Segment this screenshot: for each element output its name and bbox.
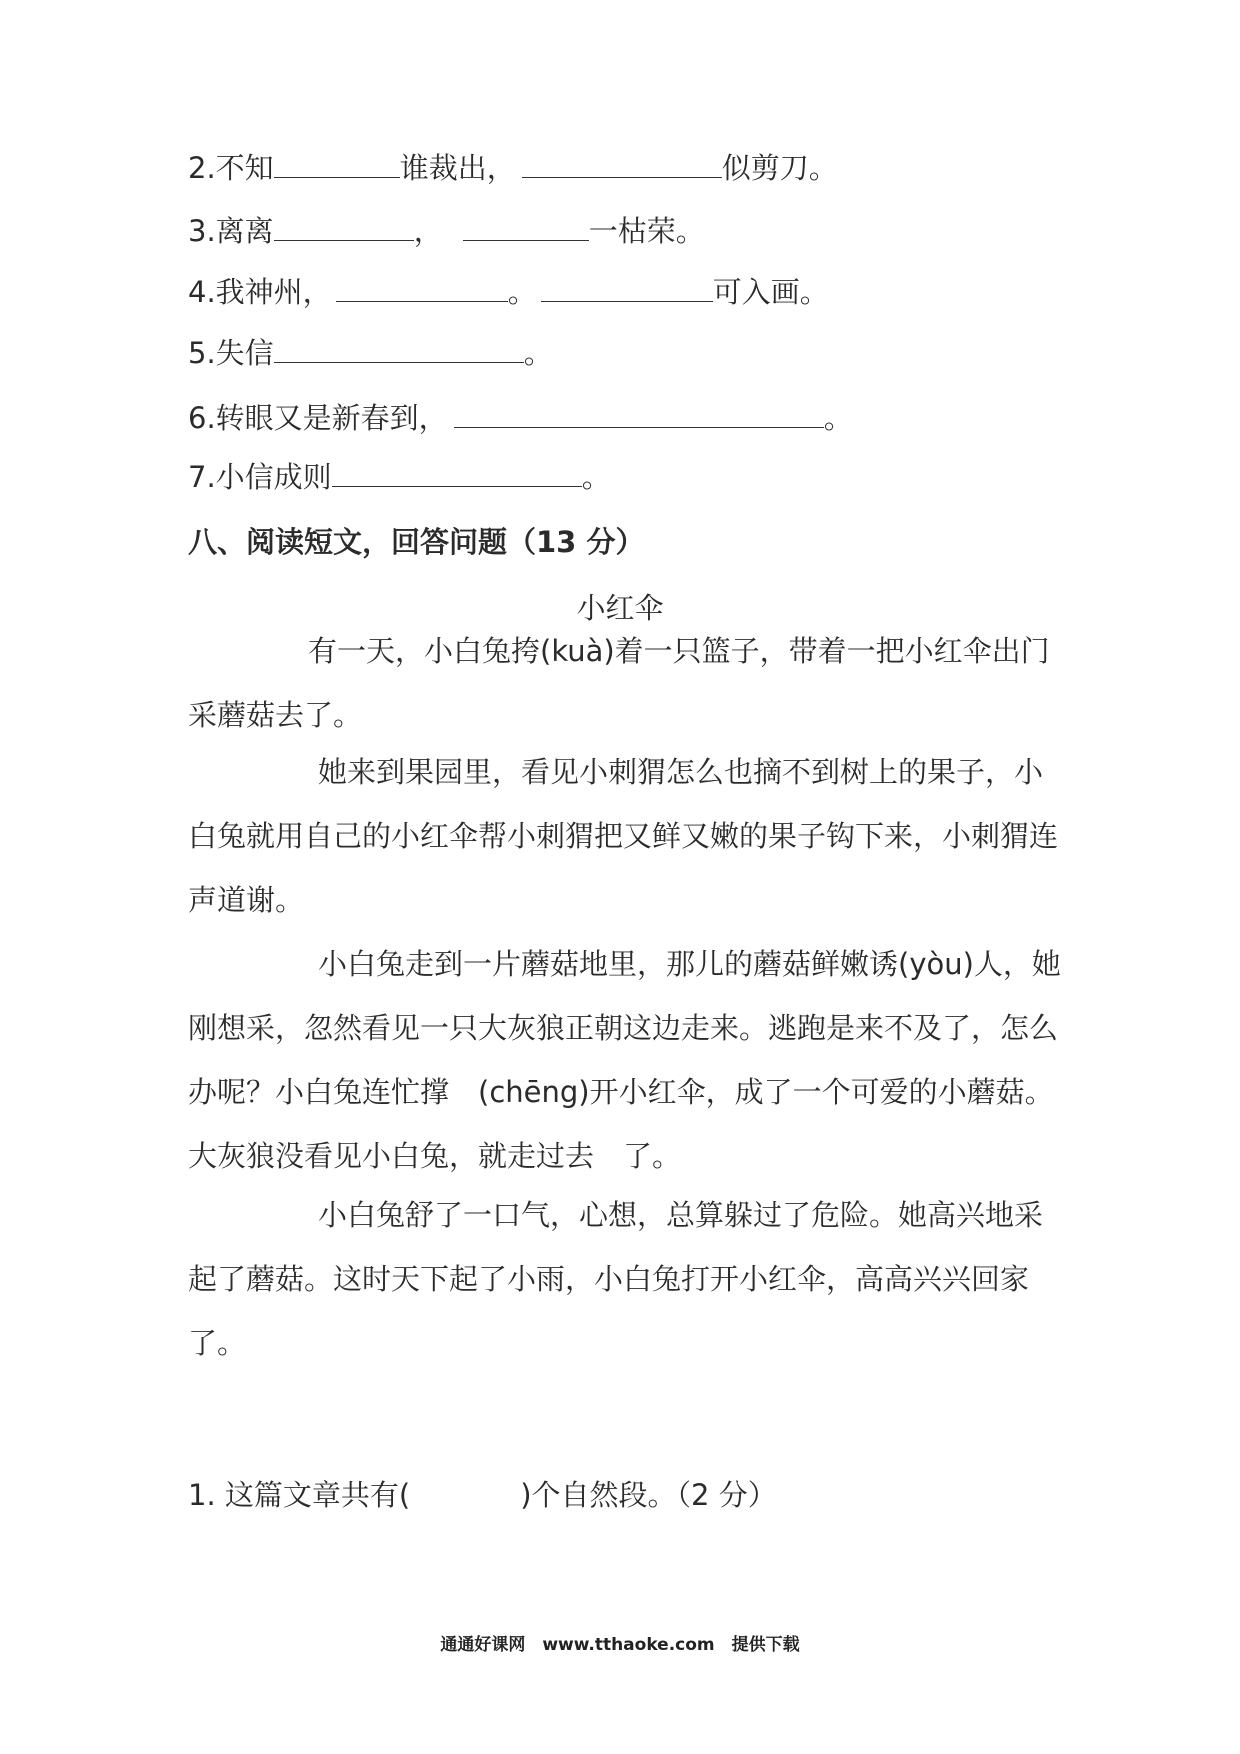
paragraph-3 [188, 932, 1061, 1188]
answer-blank[interactable] [454, 397, 824, 428]
paragraph-2 [188, 740, 1059, 932]
fill-item-7: 7.小信成则 。 [188, 456, 611, 497]
paragraph-line: 有一天，小白兔挎(kuà)着一只篮子，带着一把小红伞出门 [308, 634, 1050, 668]
answer-blank[interactable] [274, 332, 524, 363]
paragraph-line: 大灰狼没看见小白兔，就走过去 了。 [188, 1139, 682, 1173]
answer-blank[interactable] [541, 271, 713, 302]
paragraph-line: 白兔就用自己的小红伞帮小刺猬把又鲜又嫩的果子钩下来，小刺猬连 [188, 819, 1059, 853]
paragraph-line: 起了蘑菇。这时天下起了小雨，小白兔打开小红伞，高高兴兴回家 [188, 1262, 1030, 1296]
paragraph-4 [188, 1183, 1056, 1375]
paragraph-1 [188, 619, 1056, 747]
answer-blank[interactable] [274, 147, 400, 178]
paragraph-line: 了。 [188, 1326, 247, 1360]
paragraph-line: 小白兔舒了一口气，心想，总算躲过了危险。她高兴地采 [318, 1198, 1044, 1232]
footer-credit: 通通好课网 www.tthaoke.com 提供下载 [440, 1635, 800, 1655]
paragraph-line: 小白兔走到一片蘑菇地里，那儿的蘑菇鲜嫩诱(yòu)人，她 [318, 947, 1061, 981]
fill-item-6: 6.转眼又是新春到， 。 [188, 397, 853, 438]
section-heading: 八、阅读短文，回答问题（13 分） [188, 525, 645, 559]
answer-blank[interactable] [463, 210, 589, 241]
fill-item-4: 4.我神州， 。 可入画。 [188, 271, 829, 312]
paragraph-line: 她来到果园里，看见小刺猬怎么也摘不到树上的果子，小 [318, 755, 1044, 789]
paragraph-line: 刚想采，忽然看见一只大灰狼正朝这边走来。逃跑是来不及了，怎么 [188, 1011, 1059, 1045]
fill-item-5: 5.失信 。 [188, 332, 553, 373]
story-title: 小红伞 [576, 591, 664, 625]
answer-blank[interactable] [336, 271, 508, 302]
answer-paren-space[interactable] [410, 1475, 520, 1505]
question-1: 1. 这篇文章共有( )个自然段。（2 分） [188, 1475, 777, 1515]
paragraph-line: 声道谢。 [188, 883, 305, 917]
answer-blank[interactable] [274, 210, 414, 241]
fill-item-2: 2.不知 谁裁出， 似剪刀。 [188, 147, 838, 188]
fill-item-3: 3.离离 ， 一枯荣。 [188, 210, 705, 251]
paragraph-line: 办呢？小白兔连忙撑 (chēng)开小红伞，成了一个可爱的小蘑菇。 [188, 1075, 1054, 1109]
answer-blank[interactable] [332, 456, 582, 487]
paragraph-line: 采蘑菇去了。 [188, 698, 363, 732]
answer-blank[interactable] [522, 147, 722, 178]
